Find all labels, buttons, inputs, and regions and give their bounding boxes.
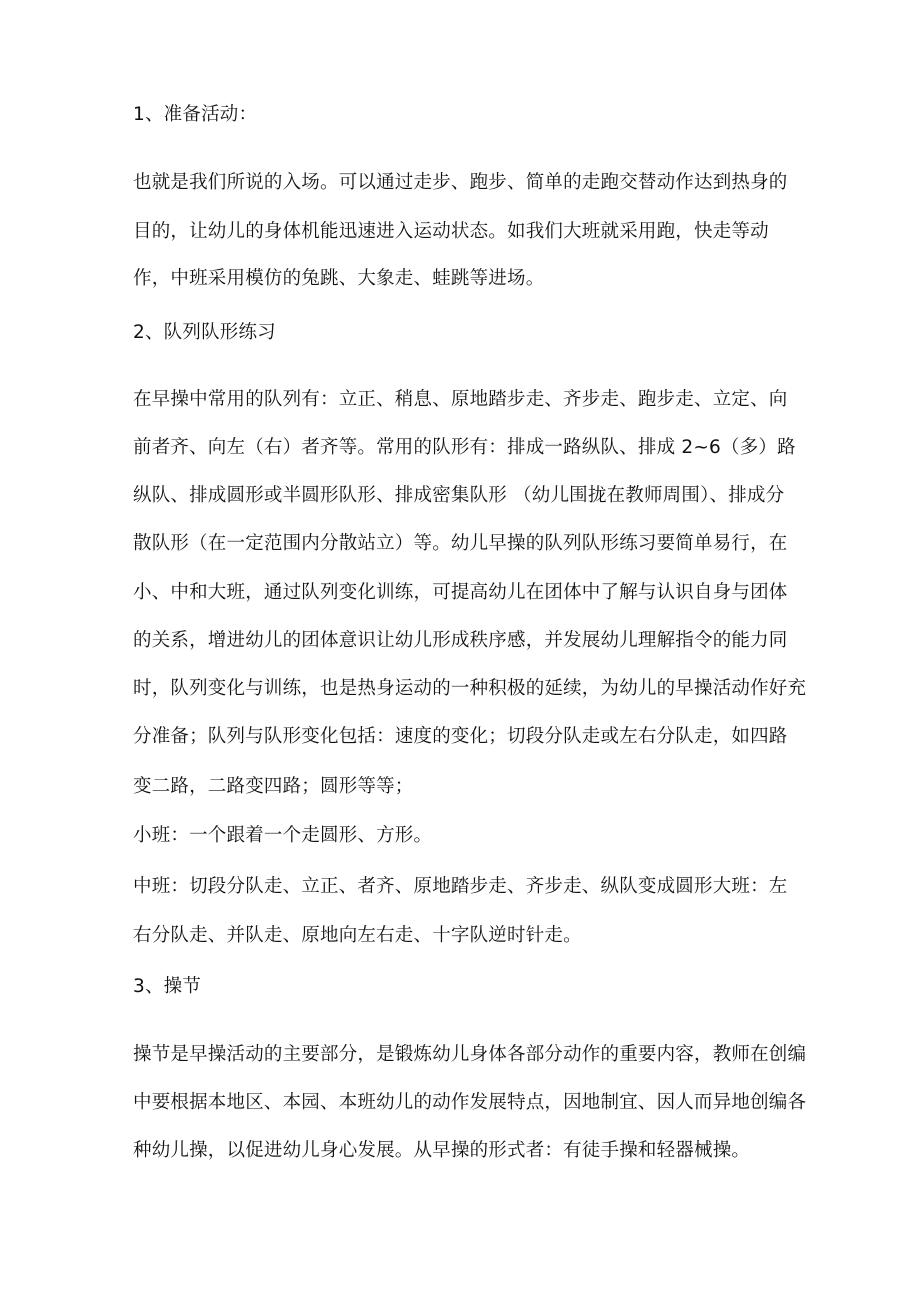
section-heading-2: 2、队列队形练习 [133, 322, 276, 343]
paragraph-line: 小、中和大班，通过队列变化训练，可提高幼儿在团体中了解与认识自身与团体 [133, 582, 788, 603]
paragraph-line: 操节是早操活动的主要部分，是锻炼幼儿身体各部分动作的重要内容，教师在创编 [133, 1044, 807, 1065]
section-heading-3: 3、操节 [133, 976, 202, 997]
paragraph-line: 在早操中常用的队列有：立正、稍息、原地踏步走、齐步走、跑步走、立定、向 [133, 389, 788, 410]
paragraph-line: 也就是我们所说的入场。可以通过走步、跑步、简单的走跑交替动作达到热身的 [133, 172, 788, 193]
paragraph-line: 变二路，二路变四路；圆形等等； [133, 776, 414, 797]
paragraph-line: 目的，让幼儿的身体机能迅速进入运动状态。如我们大班就采用跑，快走等动 [133, 221, 769, 242]
paragraph-line: 种幼儿操，以促进幼儿身心发展。从早操的形式者：有徒手操和轻器械操。 [133, 1140, 751, 1161]
section-heading-1: 1、准备活动： [133, 104, 258, 125]
paragraph-line: 分准备；队列与队形变化包括：速度的变化；切段分队走或左右分队走，如四路 [133, 726, 788, 747]
paragraph-line: 前者齐、向左（右）者齐等。常用的队形有：排成一路纵队、排成 2~6（多）路 [133, 437, 796, 458]
paragraph-line: 的关系，增进幼儿的团体意识让幼儿形成秩序感，并发展幼儿理解指令的能力同 [133, 630, 788, 651]
paragraph-line: 右分队走、并队走、原地向左右走、十字队逆时针走。 [133, 925, 582, 946]
paragraph-line: 中班：切段分队走、立正、者齐、原地踏步走、齐步走、纵队变成圆形大班：左 [133, 876, 788, 897]
paragraph-line: 中要根据本地区、本园、本班幼儿的动作发展特点，因地制宜、因人而异地创编各 [133, 1092, 807, 1113]
paragraph-line: 时，队列变化与训练，也是热身运动的一种积极的延续，为幼儿的早操活动作好充 [133, 678, 807, 699]
paragraph-line: 小班：一个跟着一个走圆形、方形。 [133, 825, 433, 846]
paragraph-line: 作，中班采用模仿的兔跳、大象走、蛙跳等进场。 [133, 268, 545, 289]
paragraph-line: 纵队、排成圆形或半圆形队形、排成密集队形 （幼儿围拢在教师周围）、排成分 [133, 485, 785, 506]
paragraph-line: 散队形（在一定范围内分散站立）等。幼儿早操的队列队形练习要简单易行，在 [133, 533, 788, 554]
